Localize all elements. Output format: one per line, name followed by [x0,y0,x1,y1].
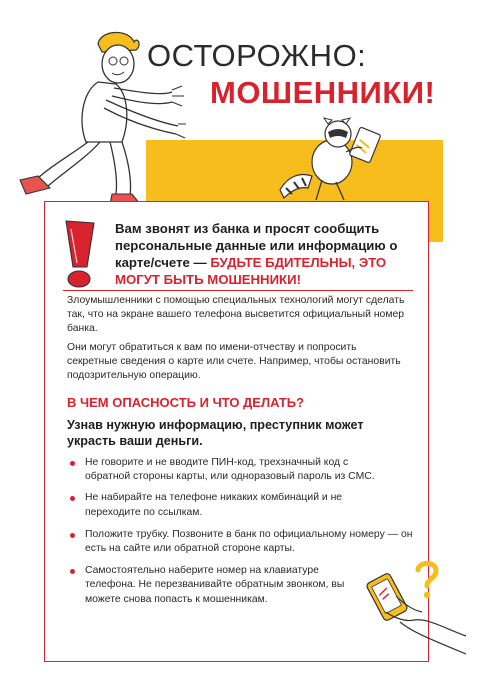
phone-icon [360,570,470,665]
list-item: Самостоятельно наберите номер на клавиатуре телефона. Не перезванивайте обратным звонком, вы можете снова попасть к мошенникам. [67,564,370,607]
divider [63,290,413,291]
advice-list [67,456,413,607]
page-title-line-1: ОСТОРОЖНО: [147,38,367,73]
section-heading: В ЧЕМ ОПАСНОСТЬ И ЧТО ДЕЛАТЬ? [67,395,305,410]
lead-warning-text [115,220,425,288]
list-item: Не говорите и не вводите ПИН-код, трехзначный код с обратной стороны карты, или одноразовый пароль из СМС. [67,456,395,484]
list-item: Не набирайте на телефоне никаких комбинаций и не переходите по ссылкам. [67,491,385,519]
raccoon-illustration [278,118,390,202]
lead-text: Вам звонят из банка и просят сообщить персональные данные или информацию о карте/счете — [115,221,398,270]
lead-warning-highlight: БУДЬТЕ БДИТЕЛЬНЫ, ЭТО МОГУТ БЫТЬ МОШЕННИКИ! [115,255,387,287]
paragraph-caller-id: Злоумышленники с помощью специальных технологий могут сделать так, что на экране вашего телефона высветится официальный номер банка. [67,295,405,335]
exclamation-icon [63,219,97,289]
list-item: Положите трубку. Позвоните в банк по официальному номеру — он есть на сайте или обратной стороне карты. [67,528,415,556]
paragraph-secret-info: Они могут обратиться к вам по имени-отчеству и попросить секретные сведения о карте или счете. Например, чтобы остановить подозрительную операцию. [67,342,401,382]
page-title-line-2: МОШЕННИКИ! [210,75,436,110]
section-subheading: Узнав нужную информацию, преступник может украсть ваши деньги. [67,418,364,448]
